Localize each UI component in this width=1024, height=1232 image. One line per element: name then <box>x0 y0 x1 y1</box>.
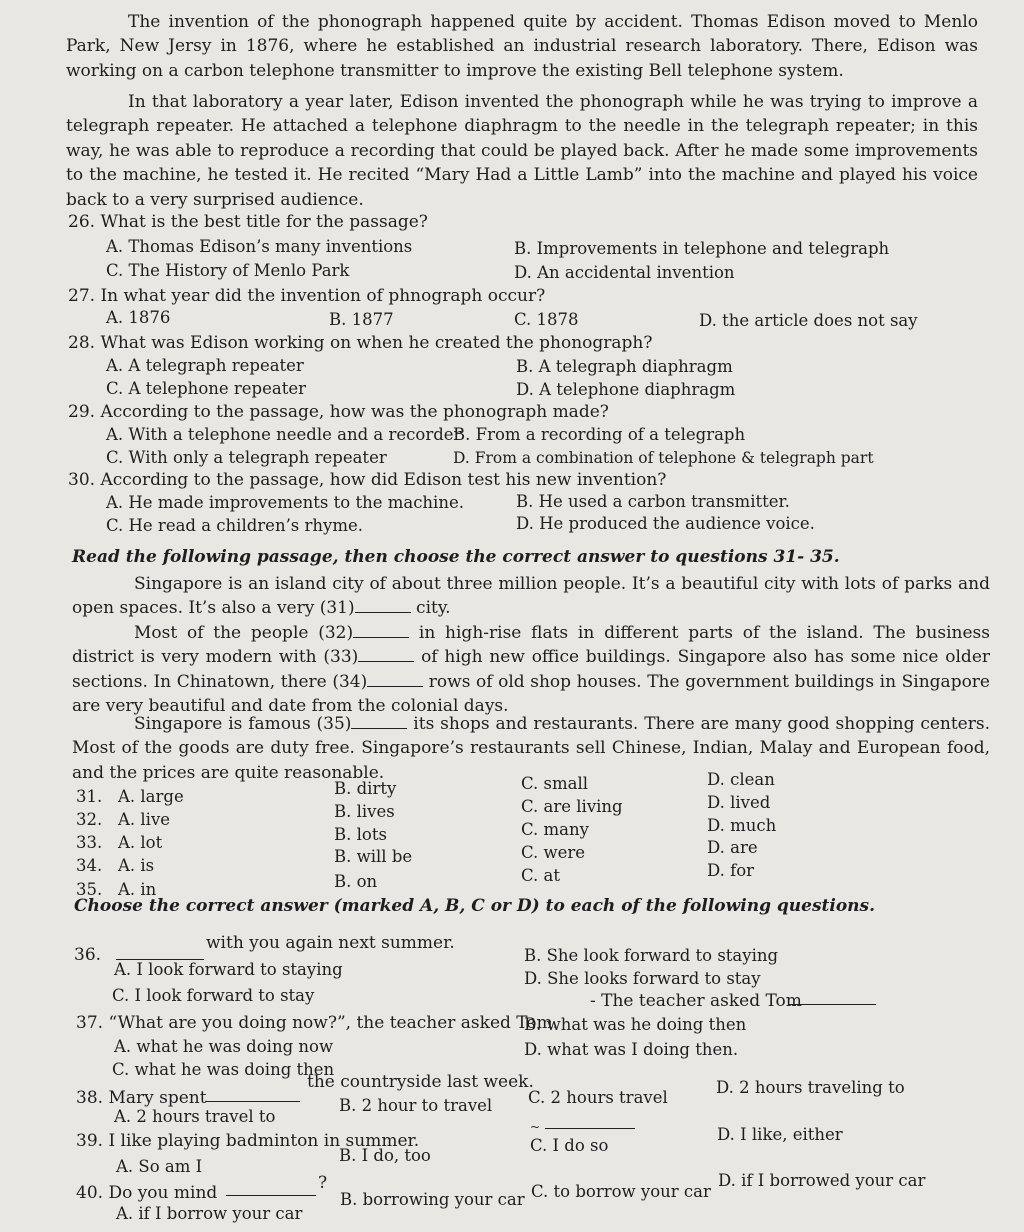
question-27-option-d[interactable]: D. the article does not say <box>699 311 918 330</box>
question-30-option-c[interactable]: C. He read a children’s rhyme. <box>106 516 364 535</box>
cloze-35-option-b[interactable]: B. on <box>334 872 378 891</box>
cloze-32-number: 32. <box>76 810 103 829</box>
cloze-32-option-b[interactable]: B. lives <box>334 802 395 821</box>
cloze-32-option-d[interactable]: D. lived <box>707 793 771 812</box>
cloze-32-option-c[interactable]: C. are living <box>521 797 623 816</box>
passage2-paragraph1 <box>72 572 990 621</box>
question-30-option-a[interactable]: A. He made improvements to the machine. <box>106 493 464 512</box>
question-38-stem-a: 38. Mary spent <box>76 1088 207 1108</box>
section-instruction-reading: Read the following passage, then choose the correct answer to questions 31- 35. <box>72 547 840 567</box>
question-40-option-c[interactable]: C. to borrow your car <box>531 1182 711 1201</box>
question-36-option-c[interactable]: C. I look forward to stay <box>112 986 315 1005</box>
passage2-text-1b: city. <box>416 598 451 619</box>
question-40-qmark: ? <box>318 1173 328 1193</box>
question-28-option-c[interactable]: C. A telephone repeater <box>106 379 306 398</box>
blank-32[interactable] <box>353 623 409 638</box>
question-26-option-c[interactable]: C. The History of Menlo Park <box>106 261 350 280</box>
cloze-32-option-a[interactable]: A. live <box>118 810 171 829</box>
question-29-option-d[interactable]: D. From a combination of telephone & telegraph part <box>453 449 874 467</box>
question-40-stem-a: 40. Do you mind <box>76 1183 218 1203</box>
question-30-option-b[interactable]: B. He used a carbon transmitter. <box>516 492 790 511</box>
cloze-34-number: 34. <box>76 856 103 875</box>
question-38-option-b[interactable]: B. 2 hour to travel <box>339 1096 493 1115</box>
cloze-34-option-c[interactable]: C. were <box>521 843 586 862</box>
question-26-option-a[interactable]: A. Thomas Edison’s many inventions <box>106 237 413 256</box>
question-36-option-a[interactable]: A. I look forward to staying <box>114 960 343 979</box>
question-38-option-a[interactable]: A. 2 hours travel to <box>114 1107 276 1126</box>
question-29-option-b[interactable]: B. From a recording of a telegraph <box>453 425 746 444</box>
question-38-blank[interactable] <box>206 1087 300 1102</box>
blank-33[interactable] <box>358 647 414 662</box>
blank-35[interactable] <box>351 714 407 729</box>
passage1-paragraph1 <box>66 10 978 83</box>
question-29-stem: 29. According to the passage, how was the phonograph made? <box>68 402 609 422</box>
cloze-35-option-c[interactable]: C. at <box>521 866 560 885</box>
question-29-option-c[interactable]: C. With only a telegraph repeater <box>106 448 387 467</box>
cloze-35-option-d[interactable]: D. for <box>707 861 755 880</box>
cloze-31-option-d[interactable]: D. clean <box>707 770 775 789</box>
question-39-option-b[interactable]: B. I do, too <box>339 1146 431 1165</box>
question-27-option-c[interactable]: C. 1878 <box>514 310 579 329</box>
cloze-33-number: 33. <box>76 833 103 852</box>
question-30-stem: 30. According to the passage, how did Edison test his new invention? <box>68 470 667 490</box>
question-39-option-d[interactable]: D. I like, either <box>717 1125 843 1144</box>
question-40-option-b[interactable]: B. borrowing your car <box>340 1190 525 1209</box>
passage1-paragraph2 <box>66 90 978 212</box>
passage2-text-2c: of high new office buildings. Singapore also has some nice older sections. In Chinatown, there (34) <box>72 647 991 692</box>
question-26-option-d[interactable]: D. An accidental invention <box>514 263 735 282</box>
question-27-option-a[interactable]: A. 1876 <box>106 308 171 327</box>
cloze-35-option-a[interactable]: A. in <box>118 880 157 899</box>
blank-31[interactable] <box>355 598 411 613</box>
question-36-stem: with you again next summer. <box>206 933 455 953</box>
question-27-stem: 27. In what year did the invention of phnograph occur? <box>68 286 546 306</box>
question-28-option-b[interactable]: B. A telegraph diaphragm <box>516 357 733 376</box>
question-28-stem: 28. What was Edison working on when he created the phonograph? <box>68 333 653 353</box>
blank-34[interactable] <box>367 672 423 687</box>
question-40-blank[interactable] <box>226 1181 316 1196</box>
passage1-paragraph2-text: In that laboratory a year later, Edison invented the phonograph while he was trying to improve a telegraph repeater. He attached a telephone diaphragm to the needle in the telegraph repeater; in this way, he was able to reproduce a recording that could be played back. After he made some improvements to the machine, he tested it. He recited “Mary Had a Little Lamb” into the machine and played his voice back to a very surprised audience. <box>66 92 978 210</box>
question-26-stem: 26. What is the best title for the passage? <box>68 212 428 232</box>
passage2-text-2a: Most of the people (32) <box>134 623 354 643</box>
question-37-right-text: - The teacher asked Tom <box>590 991 802 1011</box>
cloze-34-option-d[interactable]: D. are <box>707 838 758 857</box>
passage2-text-3a: Singapore is famous (35) <box>134 714 352 734</box>
passage2-text-1a: Singapore is an island city of about three million people. It’s a beautiful city with lots of parks and open spaces. It’s also a very (31) <box>72 574 990 619</box>
question-36-option-b[interactable]: B. She look forward to staying <box>524 946 779 965</box>
question-39-option-c[interactable]: C. I do so <box>530 1136 609 1155</box>
passage1-paragraph1-text: The invention of the phonograph happened quite by accident. Thomas Edison moved to Menlo Park, New Jersy in 1876, where he established an industrial research laboratory. There, Edison was working on a carbon telephone transmitter to improve the existing Bell telephone system. <box>66 12 978 81</box>
question-37-option-c[interactable]: C. what he was doing then <box>112 1060 335 1079</box>
question-38-option-c[interactable]: C. 2 hours travel <box>528 1088 668 1107</box>
cloze-33-option-b[interactable]: B. lots <box>334 825 387 844</box>
cloze-33-option-a[interactable]: A. lot <box>118 833 163 852</box>
passage2-text-2d: rows of old shop houses. The government buildings in Singapore are very beautiful and date from the colonial days. <box>72 671 990 717</box>
cloze-34-option-a[interactable]: A. is <box>118 856 155 875</box>
question-29-option-a[interactable]: A. With a telephone needle and a recorder <box>106 425 462 444</box>
cloze-31-option-c[interactable]: C. small <box>521 774 589 793</box>
question-39-stem: 39. I like playing badminton in summer. <box>76 1131 420 1151</box>
question-28-option-d[interactable]: D. A telephone diaphragm <box>516 380 736 399</box>
cloze-31-option-b[interactable]: B. dirty <box>334 779 397 798</box>
question-36-option-d[interactable]: D. She looks forward to stay <box>524 969 761 988</box>
cloze-33-option-d[interactable]: D. much <box>707 816 777 835</box>
section-instruction-questions: Choose the correct answer (marked A, B, C or D) to each of the following questions. <box>74 896 876 916</box>
question-39-blank[interactable] <box>545 1114 635 1129</box>
question-40-option-a[interactable]: A. if I borrow your car <box>116 1204 303 1223</box>
question-28-option-a[interactable]: A. A telegraph repeater <box>106 356 304 375</box>
passage2-text-3b: its shops and restaurants. There are many good shopping centers. Most of the goods are duty free. Singapore’s restaurants sell Chinese, Indian, Malay and European food, and the prices are quite reasonable. <box>72 714 990 783</box>
passage2-text-2b: in high-rise flats in different parts of the island. The business district is very modern with (33) <box>72 623 990 668</box>
question-40-option-d[interactable]: D. if I borrowed your car <box>718 1171 926 1190</box>
question-27-option-b[interactable]: B. 1877 <box>329 310 394 329</box>
question-38-stem-b: the countryside last week. <box>307 1072 534 1092</box>
cloze-31-number: 31. <box>76 787 103 806</box>
cloze-31-option-a[interactable]: A. large <box>118 787 184 806</box>
question-37-blank[interactable] <box>788 990 876 1005</box>
question-37-option-d[interactable]: D. what was I doing then. <box>524 1040 739 1059</box>
question-37-stem: 37. “What are you doing now?”, the teacher asked Tom. <box>76 1013 559 1033</box>
question-36-blank[interactable] <box>116 945 204 960</box>
question-39-option-a[interactable]: A. So am I <box>116 1157 203 1176</box>
question-30-option-d[interactable]: D. He produced the audience voice. <box>516 514 815 533</box>
question-26-option-b[interactable]: B. Improvements in telephone and telegraph <box>514 239 890 258</box>
cloze-35-number: 35. <box>76 880 103 899</box>
question-37-option-a[interactable]: A. what he was doing now <box>114 1037 334 1056</box>
question-39-tilde: ~ <box>530 1120 541 1134</box>
question-36-number: 36. <box>74 945 102 965</box>
cloze-34-option-b[interactable]: B. will be <box>334 847 413 866</box>
cloze-33-option-c[interactable]: C. many <box>521 820 589 839</box>
question-38-option-d[interactable]: D. 2 hours traveling to <box>716 1078 905 1097</box>
passage2-paragraph2 <box>72 621 990 719</box>
question-37-option-b[interactable]: B. what was he doing then <box>524 1015 747 1034</box>
